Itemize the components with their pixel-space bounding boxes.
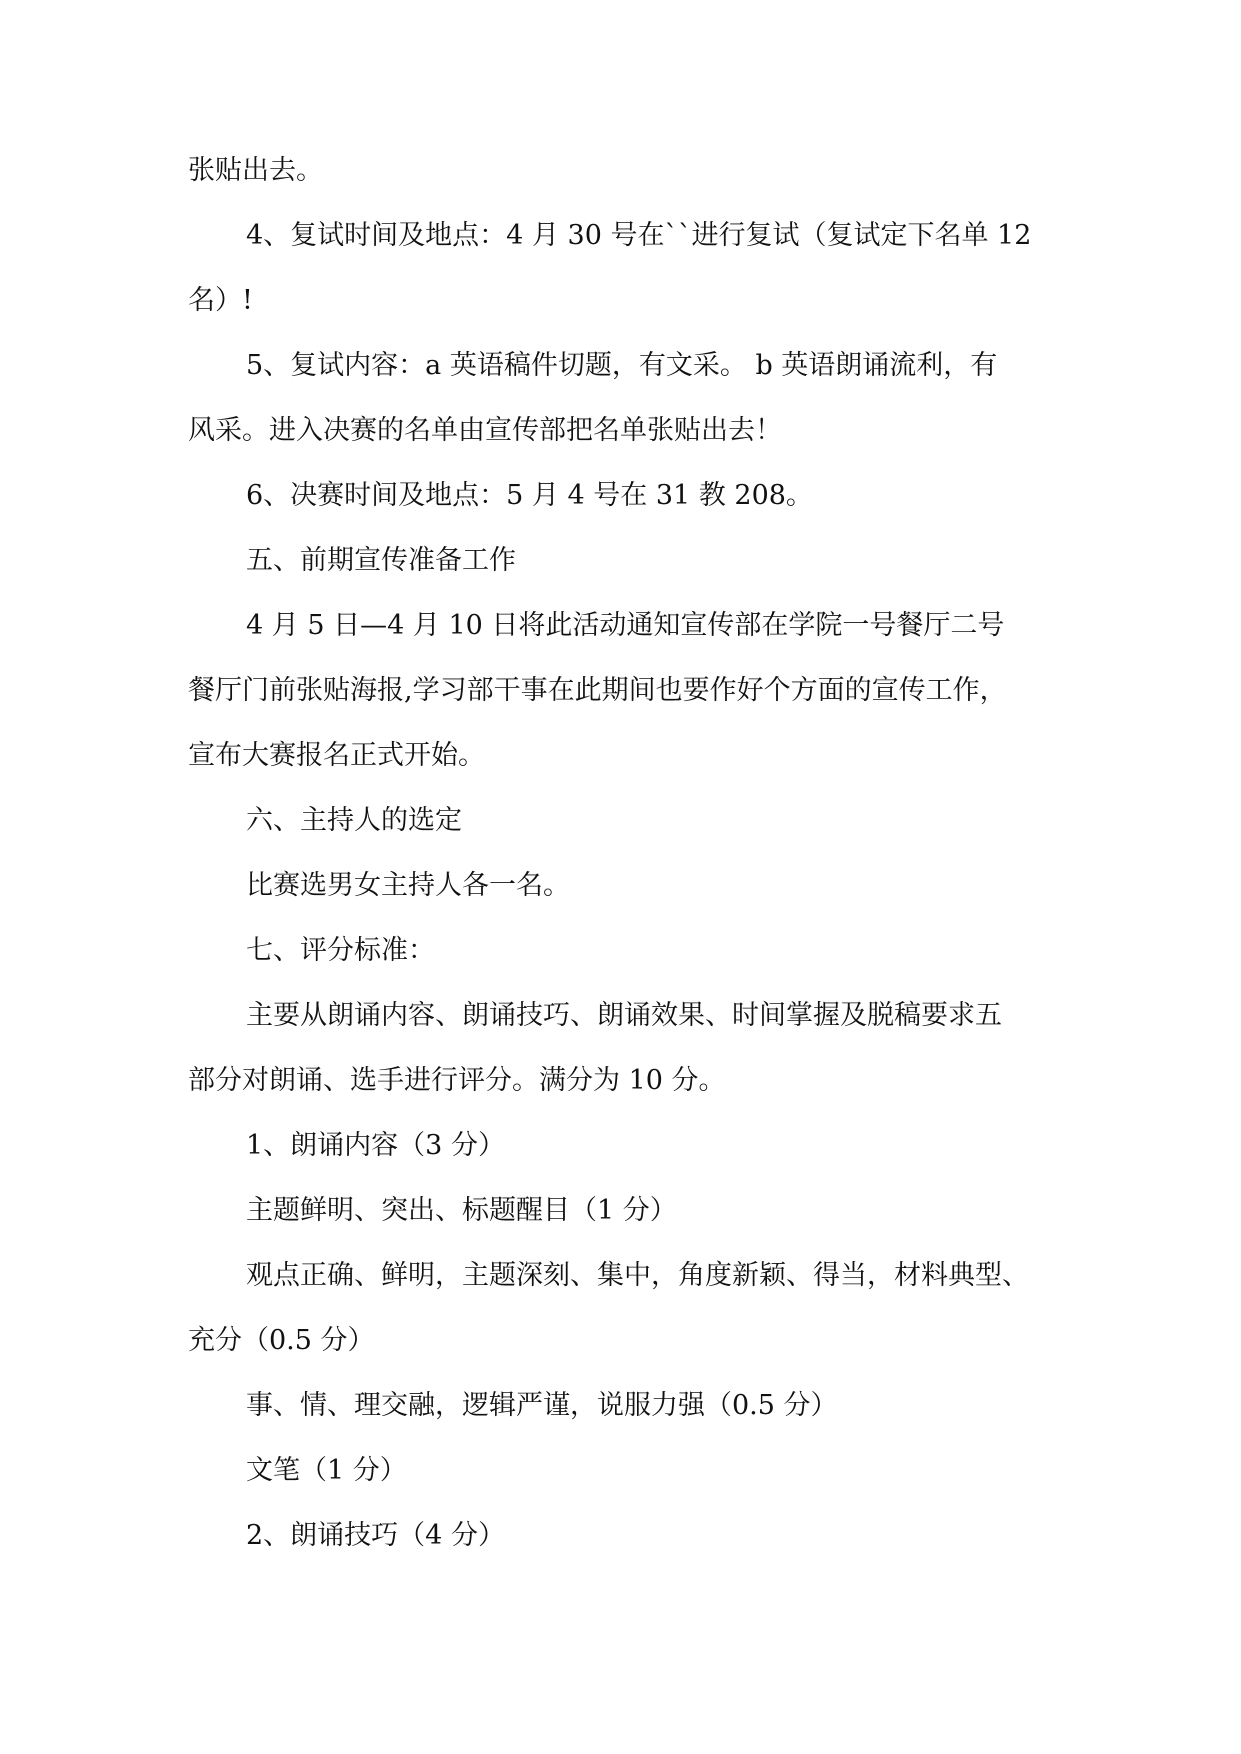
text-line: 主要从朗诵内容、朗诵技巧、朗诵效果、时间掌握及脱稿要求五 xyxy=(246,1000,1002,1031)
subsection-heading: 2、朗诵技巧（4 分） xyxy=(246,1520,505,1551)
document-body xyxy=(188,152,1058,1582)
text-line: 4 月 5 日—4 月 10 日将此活动通知宣传部在学院一号餐厅二号 xyxy=(246,610,1005,641)
text-line: 文笔（1 分） xyxy=(246,1455,407,1486)
text-line: 5、复试内容：a 英语稿件切题，有文采。 b 英语朗诵流利，有 xyxy=(246,350,998,381)
text-line: 部分对朗诵、选手进行评分。满分为 10 分。 xyxy=(188,1065,726,1096)
section-heading: 五、前期宣传准备工作 xyxy=(246,545,516,576)
text-line: 风采。进入决赛的名单由宣传部把名单张贴出去！ xyxy=(188,415,782,446)
text-line: 充分（0.5 分） xyxy=(188,1325,375,1356)
text-line: 4、复试时间及地点：4 月 30 号在``进行复试（复试定下名单 12 xyxy=(246,220,1032,251)
text-line: 比赛选男女主持人各一名。 xyxy=(246,870,570,901)
text-line: 名）! xyxy=(188,285,253,316)
text-line: 张贴出去。 xyxy=(188,155,323,186)
text-line: 宣布大赛报名正式开始。 xyxy=(188,740,485,771)
text-line: 事、情、理交融，逻辑严谨，说服力强（0.5 分） xyxy=(246,1390,838,1421)
text-line: 观点正确、鲜明，主题深刻、集中，角度新颖、得当，材料典型、 xyxy=(246,1260,1029,1291)
text-line: 餐厅门前张贴海报,学习部干事在此期间也要作好个方面的宣传工作， xyxy=(188,675,1007,706)
section-heading: 六、主持人的选定 xyxy=(246,805,462,836)
text-line: 主题鲜明、突出、标题醒目（1 分） xyxy=(246,1195,677,1226)
text-line: 6、决赛时间及地点：5 月 4 号在 31 教 208。 xyxy=(246,480,813,511)
subsection-heading: 1、朗诵内容（3 分） xyxy=(246,1130,505,1161)
section-heading: 七、评分标准： xyxy=(246,935,435,966)
